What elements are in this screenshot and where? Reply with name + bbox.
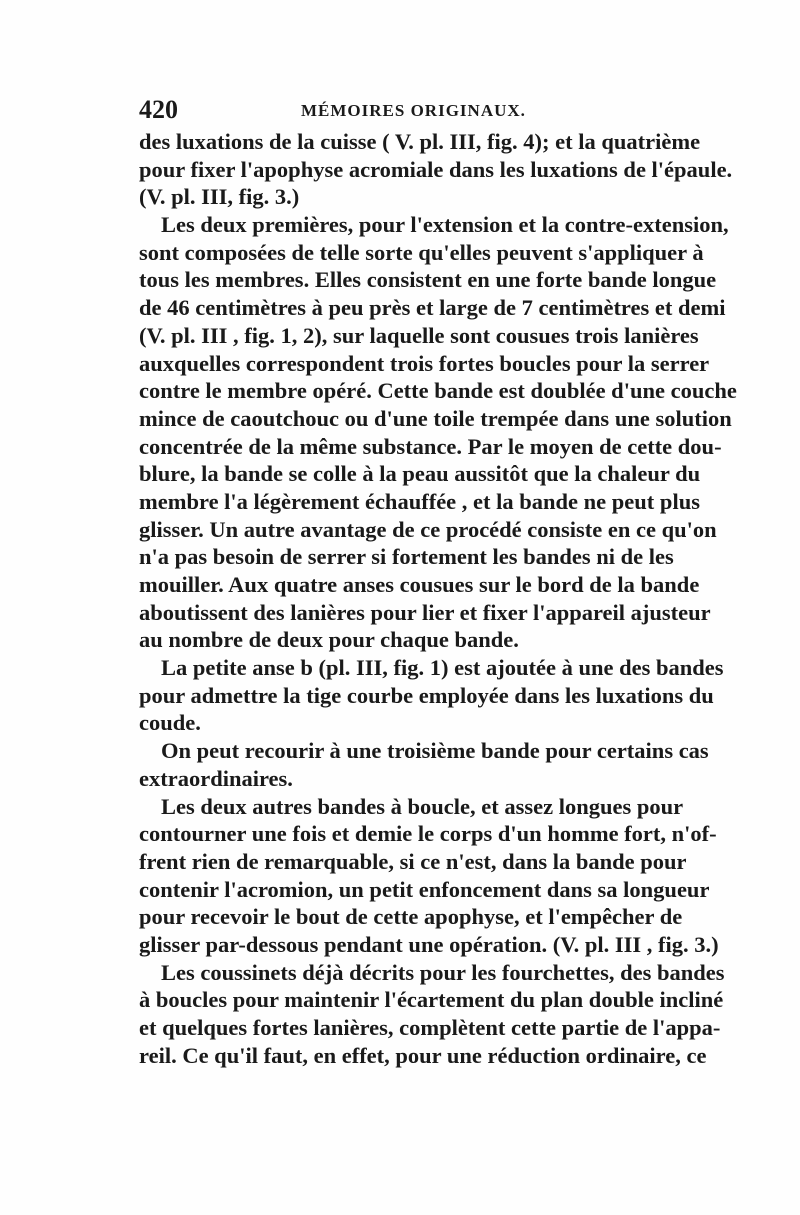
text-line: mince de caoutchouc ou d'une toile trempée dans une solution	[139, 405, 732, 431]
text-line: tous les membres. Elles consistent en une forte bande longue	[139, 267, 717, 293]
text-line: et quelques fortes lanières, complètent cette partie de l'appa-	[139, 1015, 721, 1040]
text-line: mouiller. Aux quatre anses cousues sur le bord de la bande	[139, 572, 700, 597]
text-line: blure, la bande se colle à la peau aussitôt que la chaleur du	[139, 461, 701, 487]
text-line: reil. Ce qu'il faut, en effet, pour une réduction ordinaire, ce	[139, 1042, 707, 1068]
page-number: 420	[139, 95, 178, 124]
text-line: auxquelles correspondent trois fortes boucles pour la serrer	[139, 350, 710, 376]
text-line: sont composées de telle sorte qu'elles peuvent s'appliquer à	[139, 239, 704, 265]
text-line: Les coussinets déjà décrits pour les fourchettes, des bandes	[161, 959, 725, 985]
text-line: contenir l'acromion, un petit enfoncement dans sa longueur	[139, 876, 710, 902]
running-head	[139, 95, 667, 125]
text-line: On peut recourir à une troisième bande pour certains cas	[161, 738, 709, 764]
text-line: glisser par-dessous pendant une opération. (V. pl. III , fig. 3.)	[139, 931, 719, 957]
text-line: aboutissent des lanières pour lier et fixer l'appareil ajusteur	[139, 599, 711, 625]
running-title: MÉMOIRES ORIGINAUX.	[301, 101, 526, 120]
text-line: La petite anse b (pl. III, fig. 1) est ajoutée à une des bandes	[161, 655, 724, 681]
text-line: Les deux premières, pour l'extension et la contre-extension,	[161, 212, 729, 238]
body-text	[139, 128, 737, 1069]
text-line: pour fixer l'apophyse acromiale dans les luxations de l'épaule.	[139, 156, 733, 182]
text-line: au nombre de deux pour chaque bande.	[139, 627, 519, 653]
text-line: (V. pl. III, fig. 3.)	[139, 184, 300, 210]
text-line: contre le membre opéré. Cette bande est doublée d'une couche	[139, 378, 737, 404]
text-line: concentrée de la même substance. Par le moyen de cette dou-	[139, 433, 722, 459]
text-line: à boucles pour maintenir l'écartement du plan double incliné	[139, 987, 724, 1013]
text-line: (V. pl. III , fig. 1, 2), sur laquelle sont cousues trois lanières	[139, 322, 699, 348]
text-line: coude.	[139, 710, 201, 736]
text-line: n'a pas besoin de serrer si fortement les bandes ni de les	[139, 544, 674, 570]
text-line: glisser. Un autre avantage de ce procédé consiste en ce qu'on	[139, 516, 717, 542]
text-line: extraordinaires.	[139, 765, 293, 791]
text-line: pour recevoir le bout de cette apophyse, et l'empêcher de	[139, 904, 683, 930]
text-line: de 46 centimètres à peu près et large de 7 centimètres et demi	[139, 295, 726, 321]
text-line: des luxations de la cuisse ( V. pl. III, fig. 4); et la quatrième	[139, 129, 701, 154]
text-line: membre l'a légèrement échauffée , et la bande ne peut plus	[139, 488, 700, 514]
text-line: Les deux autres bandes à boucle, et assez longues pour	[161, 793, 684, 819]
text-line: frent rien de remarquable, si ce n'est, dans la bande pour	[139, 848, 687, 874]
text-line: contourner une fois et demie le corps d'un homme fort, n'of-	[139, 821, 717, 847]
text-line: pour admettre la tige courbe employée dans les luxations du	[139, 682, 714, 708]
